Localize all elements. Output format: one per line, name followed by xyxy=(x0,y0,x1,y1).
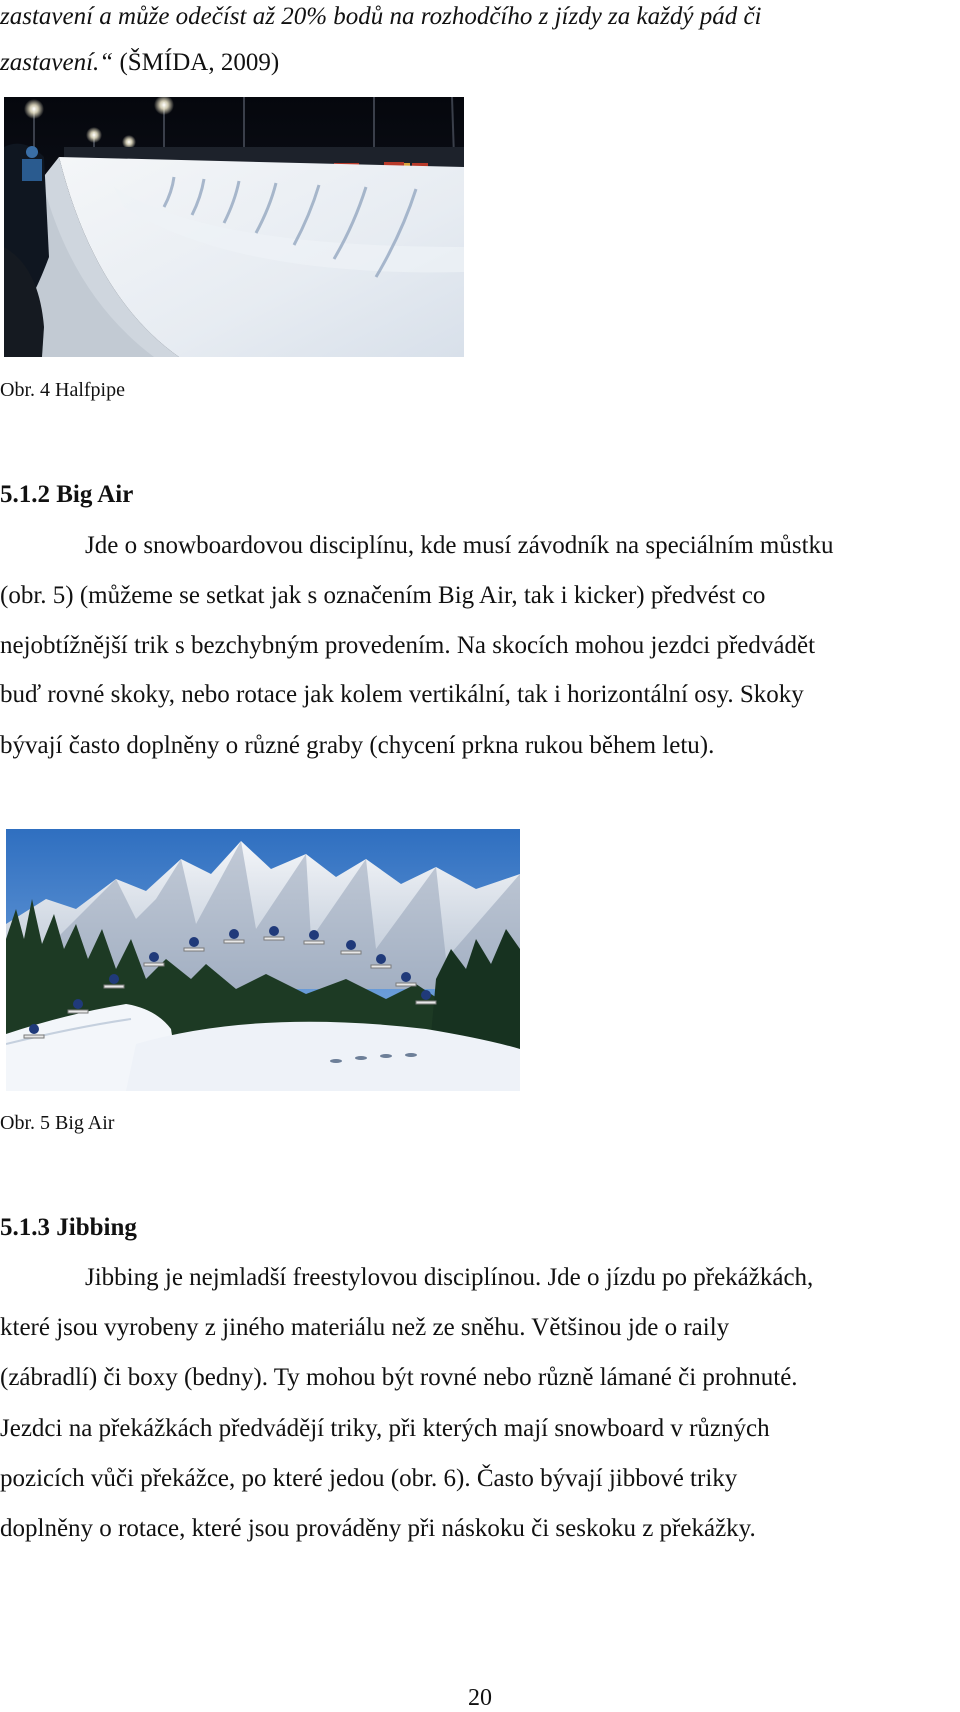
big-air-paragraph-line-1: Jde o snowboardovou disciplínu, kde musí závodník na speciálním můstku xyxy=(85,532,834,559)
intro-line-2 xyxy=(0,48,279,78)
intro-line-1: zastavení a může odečíst až 20% bodů na rozhodčího z jízdy za každý pád či xyxy=(0,3,762,30)
section-heading-jibbing: 5.1.3 Jibbing xyxy=(0,1214,137,1241)
intro-quote-end: zastavení.“ xyxy=(0,49,114,76)
section-heading-big-air: 5.1.2 Big Air xyxy=(0,481,134,508)
jibbing-paragraph-line-2: které jsou vyrobeny z jiného materiálu než ze sněhu. Většinou jde o raily xyxy=(0,1314,730,1341)
page-number: 20 xyxy=(468,1685,492,1711)
intro-citation: (ŠMÍDA, 2009) xyxy=(113,49,280,76)
jibbing-paragraph-line-6: doplněny o rotace, které jsou prováděny při náskoku či seskoku z překážky. xyxy=(0,1515,756,1542)
jibbing-paragraph-line-3: (zábradlí) či boxy (bedny). Ty mohou být rovné nebo různě lámané či prohnuté. xyxy=(0,1364,798,1391)
jibbing-paragraph-line-4: Jezdci na překážkách předvádějí triky, při kterých mají snowboard v různých xyxy=(0,1415,770,1442)
big-air-paragraph-line-4: buď rovné skoky, nebo rotace jak kolem vertikální, tak i horizontální osy. Skoky xyxy=(0,681,804,708)
big-air-photo xyxy=(6,829,520,1091)
halfpipe-photo xyxy=(4,97,464,357)
big-air-paragraph-line-5: bývají často doplněny o různé graby (chycení prkna rukou během letu). xyxy=(0,732,715,759)
jibbing-paragraph-line-1: Jibbing je nejmladší freestylovou disciplínou. Jde o jízdu po překážkách, xyxy=(85,1264,814,1291)
big-air-paragraph-line-3: nejobtížnější trik s bezchybným provedením. Na skocích mohou jezdci předvádět xyxy=(0,632,816,659)
jibbing-paragraph-line-5: pozicích vůči překážce, po které jedou (obr. 6). Často bývají jibbové triky xyxy=(0,1465,738,1492)
figure-5-caption: Obr. 5 Big Air xyxy=(0,1112,115,1134)
figure-4-caption: Obr. 4 Halfpipe xyxy=(0,379,125,401)
big-air-paragraph-line-2: (obr. 5) (můžeme se setkat jak s označením Big Air, tak i kicker) předvést co xyxy=(0,582,766,609)
